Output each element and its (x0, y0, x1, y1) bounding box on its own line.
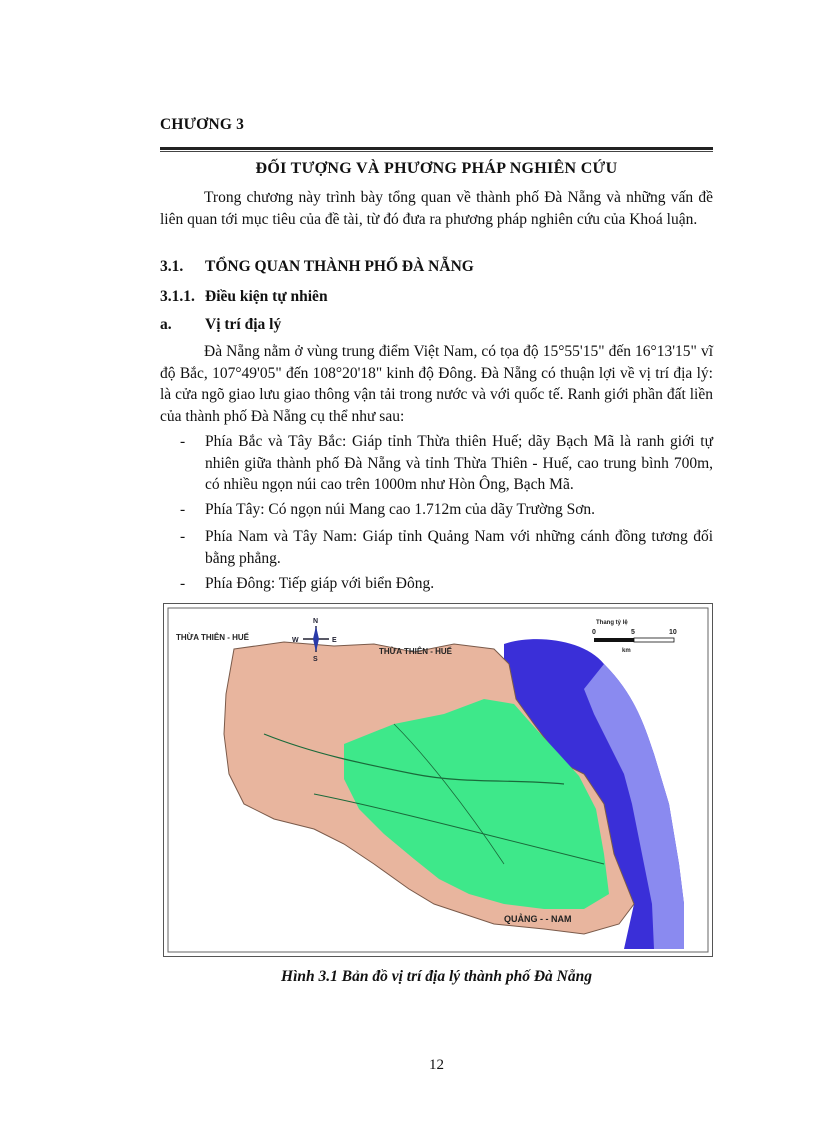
section-a-number: a. (160, 316, 172, 333)
bullet-text: Phía Bắc và Tây Bắc: Giáp tỉnh Thừa thiên Huế; dãy Bạch Mã là ranh giới tự nhiên giữa thành phố Đà Nẵng và tỉnh Thừa Thiên - Huế, cao trung bình 700m, có nhiều ngọn núi cao trên 1000m như Hòn Ông, Bạch Mã. (205, 433, 713, 493)
map-scale-tick: 10 (669, 629, 677, 636)
location-paragraph: Đà Nẵng nằm ở vùng trung điểm Việt Nam, có tọa độ 15°55'15" đến 16°13'15" vĩ độ Bắc, 107°49'05" đến 108°20'18" kinh độ Đông. Đà Nẵng có thuận lợi về vị trí địa lý: là cửa ngõ giao lưu giao thông vận tải trong nước và với quốc tế. Ranh giới phần đất liền của thành phố Đà Nẵng cụ thể như sau: (160, 343, 713, 425)
map-figure (163, 603, 713, 957)
figure-caption: Hình 3.1 Bản đồ vị trí địa lý thành phố Đà Nẵng (281, 968, 592, 985)
map-scale-tick: 0 (592, 629, 596, 636)
compass-e: E (332, 637, 337, 644)
bullet-text: Phía Đông: Tiếp giáp với biển Đông. (205, 575, 435, 592)
map-scale-tick: 5 (631, 629, 635, 636)
bullet-dash: - (180, 501, 186, 518)
bullet-dash: - (180, 528, 186, 545)
title-rule (160, 147, 713, 150)
map-scale-title: Thang tỷ lệ (596, 620, 628, 626)
compass-w: W (292, 637, 299, 644)
bullet-dash: - (180, 575, 186, 592)
section-3-1-text: TỔNG QUAN THÀNH PHỐ ĐÀ NẴNG (205, 258, 474, 275)
scale-bar (594, 638, 674, 642)
section-3-1-1-text: Điều kiện tự nhiên (205, 288, 328, 305)
bullet-dash: - (180, 433, 186, 450)
map-label-tth-top: THỪA THIÊN - HUẾ (379, 647, 453, 656)
section-3-1-1-number: 3.1.1. (160, 288, 195, 305)
map-label-quang-nam: QUẢNG - - NAM (504, 914, 572, 924)
chapter-label: CHƯƠNG 3 (160, 116, 245, 133)
section-a-text: Vị trí địa lý (205, 316, 282, 333)
page-number: 12 (429, 1057, 444, 1073)
bullet-text: Phía Tây: Có ngọn núi Mang cao 1.712m của dãy Trường Sơn. (205, 501, 596, 518)
compass-n: N (313, 618, 319, 625)
title-rule-thin (160, 151, 713, 152)
map-scale-unit: km (622, 648, 631, 654)
chapter-title: ĐỐI TƯỢNG VÀ PHƯƠNG PHÁP NGHIÊN CỨU (255, 160, 618, 177)
compass-s: S (313, 656, 318, 663)
intro-paragraph: Trong chương này trình bày tổng quan về thành phố Đà Nẵng và những vấn đề liên quan tới mục tiêu của đề tài, từ đó đưa ra phương pháp nghiên cứu của Khoá luận. (160, 189, 713, 228)
map-svg (164, 604, 712, 956)
map-label-tth-left: THỪA THIÊN - HUẾ (176, 633, 250, 642)
bullet-text: Phía Nam và Tây Nam: Giáp tỉnh Quảng Nam với những cánh đồng tương đối bằng phẳng. (205, 528, 713, 567)
section-3-1-number: 3.1. (160, 258, 184, 275)
